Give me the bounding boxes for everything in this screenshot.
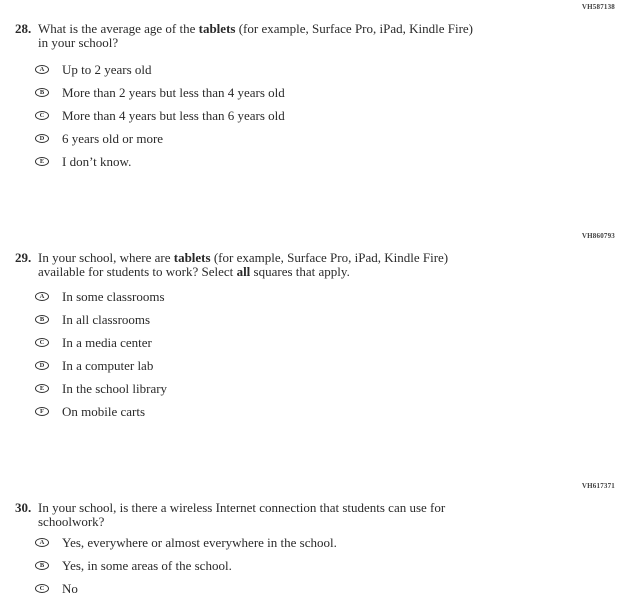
- answer-option-label: In a computer lab: [62, 357, 154, 373]
- answer-oval-icon[interactable]: [35, 111, 49, 120]
- answer-option-label: More than 2 years but less than 4 years old: [62, 84, 285, 100]
- answer-oval-letter: C: [39, 585, 45, 592]
- answer-option[interactable]: [35, 308, 623, 331]
- questions-container: [15, 3, 623, 600]
- answer-option[interactable]: [35, 58, 623, 81]
- answer-option-label: 6 years old or more: [62, 130, 164, 146]
- answer-option-label: More than 4 years but less than 6 years old: [62, 107, 285, 123]
- question-number: 30.: [15, 500, 32, 515]
- answer-oval-letter: A: [39, 293, 45, 300]
- answer-oval-icon[interactable]: [35, 65, 49, 74]
- answer-option[interactable]: [35, 400, 623, 423]
- options-list: [35, 285, 623, 423]
- answer-option[interactable]: [35, 285, 623, 308]
- answer-oval-icon[interactable]: [35, 361, 49, 370]
- question-row: [15, 22, 623, 50]
- answer-oval-icon[interactable]: [35, 584, 49, 593]
- answer-option[interactable]: [35, 531, 623, 554]
- answer-option[interactable]: [35, 127, 623, 150]
- question-number: 29.: [15, 250, 32, 265]
- answer-oval-icon[interactable]: [35, 315, 49, 324]
- question-section: [15, 3, 623, 173]
- question-number: 28.: [15, 21, 32, 36]
- item-code: VH617371: [581, 482, 615, 490]
- question-section: [15, 232, 623, 423]
- answer-option[interactable]: [35, 331, 623, 354]
- question-text: [38, 251, 448, 279]
- answer-option[interactable]: [35, 577, 623, 600]
- question-text-line: In your school, is there a wireless Internet connection that students can use for: [38, 500, 446, 515]
- question-text-line: available for students to work? Select all squares that apply.: [38, 264, 350, 279]
- answer-option-label: In some classrooms: [62, 288, 165, 304]
- item-code: VH860793: [581, 232, 615, 240]
- answer-oval-letter: A: [39, 539, 45, 546]
- answer-oval-icon[interactable]: [35, 407, 49, 416]
- answer-oval-icon[interactable]: [35, 134, 49, 143]
- answer-oval-letter: C: [39, 339, 45, 346]
- options-list: [35, 58, 623, 173]
- question-text-line: in your school?: [38, 35, 119, 50]
- question-row: [15, 501, 623, 529]
- question-text: [38, 22, 473, 50]
- answer-option-label: No: [62, 580, 78, 596]
- answer-option[interactable]: [35, 377, 623, 400]
- answer-option-label: In the school library: [62, 380, 168, 396]
- answer-option-label: In a media center: [62, 334, 152, 350]
- answer-oval-letter: A: [39, 66, 45, 73]
- answer-option[interactable]: [35, 554, 623, 577]
- answer-option[interactable]: [35, 104, 623, 127]
- answer-option-label: Up to 2 years old: [62, 61, 152, 77]
- answer-oval-icon[interactable]: [35, 292, 49, 301]
- answer-oval-icon[interactable]: [35, 384, 49, 393]
- options-list: [35, 531, 623, 600]
- answer-option-label: On mobile carts: [62, 403, 146, 419]
- item-code: VH587138: [581, 3, 615, 11]
- answer-oval-letter: B: [39, 562, 45, 569]
- answer-oval-letter: E: [39, 158, 45, 165]
- answer-oval-letter: D: [39, 135, 45, 142]
- answer-oval-letter: E: [39, 385, 45, 392]
- answer-oval-icon[interactable]: [35, 157, 49, 166]
- question-text-line: schoolwork?: [38, 514, 105, 529]
- answer-option[interactable]: [35, 150, 623, 173]
- answer-oval-icon[interactable]: [35, 561, 49, 570]
- question-section: [15, 482, 623, 600]
- answer-oval-letter: F: [40, 408, 44, 415]
- answer-option-label: Yes, everywhere or almost everywhere in the school.: [62, 534, 337, 550]
- answer-option[interactable]: [35, 354, 623, 377]
- question-text-line: In your school, where are tablets (for example, Surface Pro, iPad, Kindle Fire): [38, 250, 449, 265]
- question-text: [38, 501, 445, 529]
- answer-oval-letter: B: [39, 316, 45, 323]
- answer-option-label: Yes, in some areas of the school.: [62, 557, 232, 573]
- question-row: [15, 251, 623, 279]
- answer-oval-icon[interactable]: [35, 338, 49, 347]
- answer-option-label: In all classrooms: [62, 311, 151, 327]
- answer-oval-letter: B: [39, 89, 45, 96]
- answer-option-label: I don’t know.: [62, 153, 132, 169]
- answer-oval-icon[interactable]: [35, 538, 49, 547]
- answer-option[interactable]: [35, 81, 623, 104]
- question-text-line: What is the average age of the tablets (for example, Surface Pro, iPad, Kindle Fire): [38, 21, 474, 36]
- answer-oval-letter: D: [39, 362, 45, 369]
- answer-oval-icon[interactable]: [35, 88, 49, 97]
- answer-oval-letter: C: [39, 112, 45, 119]
